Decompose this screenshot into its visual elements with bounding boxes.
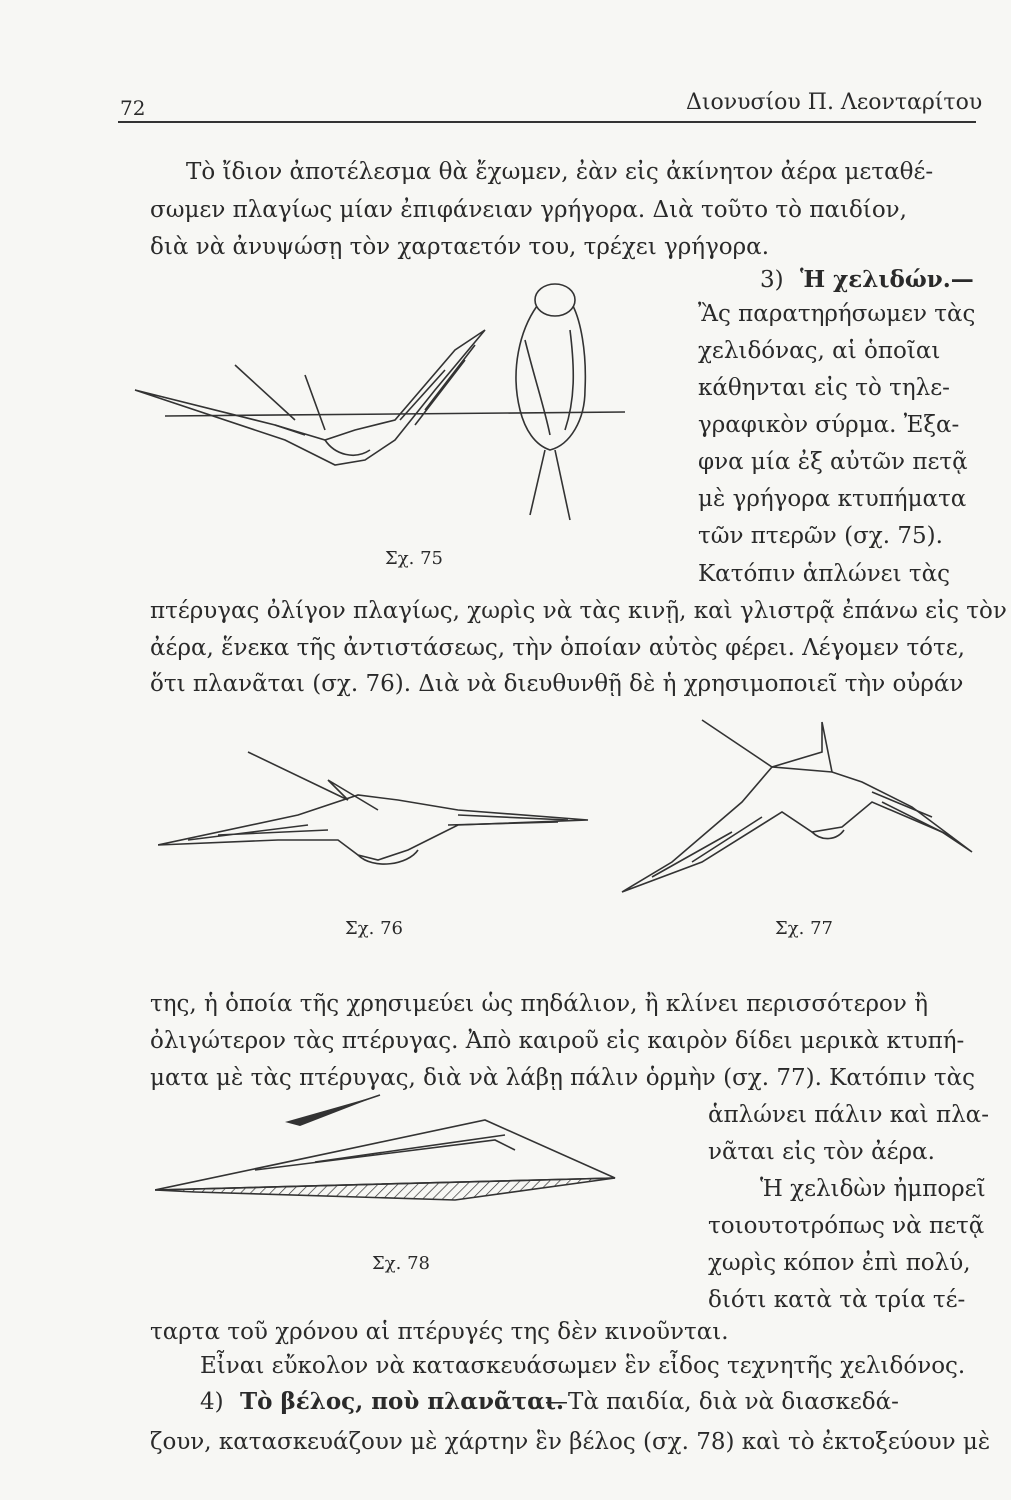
- swallows-on-wire-figure: [125, 270, 665, 550]
- section-number: 4): [200, 1389, 224, 1415]
- text-line: κάθηνται εἰς τὸ τηλε-: [698, 375, 950, 401]
- flapping-swallow-figure: [612, 712, 982, 900]
- text-line: ὅτι πλανᾶται (σχ. 76). Διὰ νὰ διευθυνθῇ δὲ ἡ χρησιμοποιεῖ τὴν οὐράν: [150, 671, 964, 697]
- section-title: Τὸ βέλος, ποὺ πλανᾶται.: [240, 1388, 564, 1415]
- figure-caption: Σχ. 76: [345, 918, 403, 939]
- text-line: —Τὰ παιδία, διὰ νὰ διασκεδά-: [545, 1389, 899, 1415]
- text-line: Ἂς παρατηρήσωμεν τὰς: [698, 301, 976, 327]
- figure-caption: Σχ. 78: [372, 1253, 430, 1274]
- section-number: 3): [760, 267, 784, 293]
- text-line: Εἶναι εὔκολον νὰ κατασκευάσωμεν ἓν εἶδος τεχνητῆς χελιδόνος.: [200, 1353, 966, 1379]
- text-line: ματα μὲ τὰς πτέρυγας, διὰ νὰ λάβῃ πάλιν ὁρμὴν (σχ. 77). Κατόπιν τὰς: [150, 1065, 976, 1091]
- text-line: σωμεν πλαγίως μίαν ἐπιφάνειαν γρήγορα. Διὰ τοῦτο τὸ παιδίον,: [150, 197, 907, 223]
- figure-caption: Σχ. 77: [775, 918, 833, 939]
- text-line: χελιδόνας, αἱ ὁποῖαι: [698, 338, 941, 364]
- text-line: διότι κατὰ τὰ τρία τέ-: [708, 1287, 966, 1313]
- gliding-swallow-figure: [158, 740, 598, 900]
- paper-arrow-figure: [155, 1090, 630, 1225]
- text-line: γραφικὸν σύρμα. Ἐξα-: [698, 412, 960, 438]
- text-line: φνα μία ἐξ αὐτῶν πετᾷ: [698, 449, 968, 475]
- figure-caption: Σχ. 75: [385, 548, 443, 569]
- text-line: ἁπλώνει πάλιν καὶ πλα-: [708, 1102, 989, 1128]
- text-line: Ἡ χελιδὼν ἠμπορεῖ: [760, 1176, 986, 1202]
- header-rule: [118, 121, 976, 123]
- page-number: 72: [120, 96, 146, 120]
- text-line: ταρτα τοῦ χρόνου αἱ πτέρυγές της δὲν κινοῦνται.: [150, 1319, 729, 1345]
- text-line: Κατόπιν ἁπλώνει τὰς: [698, 561, 951, 587]
- text-line: της, ἡ ὁποία τῆς χρησιμεύει ὡς πηδάλιον, ἢ κλίνει περισσότερον ἢ: [150, 991, 928, 1017]
- text-line: χωρὶς κόπον ἐπὶ πολύ,: [708, 1250, 971, 1276]
- text-line: διὰ νὰ ἀνυψώσῃ τὸν χαρταετόν του, τρέχει γρήγορα.: [150, 234, 770, 260]
- text-line: Τὸ ἴδιον ἀποτέλεσμα θὰ ἔχωμεν, ἐὰν εἰς ἀκίνητον ἀέρα μεταθέ-: [186, 159, 934, 185]
- text-line: τοιουτοτρόπως νὰ πετᾷ: [708, 1213, 985, 1239]
- text-line: τῶν πτερῶν (σχ. 75).: [698, 523, 943, 549]
- running-title: Διονυσίου Π. Λεονταρίτου: [686, 90, 983, 115]
- text-line: νᾶται εἰς τὸν ἀέρα.: [708, 1139, 935, 1165]
- section-title: Ἡ χελιδών.—: [800, 266, 974, 293]
- text-line: ἀέρα, ἕνεκα τῆς ἀντιστάσεως, τὴν ὁποίαν αὐτὸς φέρει. Λέγομεν τότε,: [150, 635, 965, 661]
- text-line: ὀλιγώτερον τὰς πτέρυγας. Ἀπὸ καιροῦ εἰς καιρὸν δίδει μερικὰ κτυπή-: [150, 1028, 965, 1054]
- text-line: πτέρυγας ὀλίγον πλαγίως, χωρὶς νὰ τὰς κινῇ, καὶ γλιστρᾷ ἐπάνω εἰς τὸν: [150, 598, 1007, 624]
- text-line: μὲ γρήγορα κτυπήματα: [698, 486, 967, 512]
- text-line: ζουν, κατασκευάζουν μὲ χάρτην ἓν βέλος (σχ. 78) καὶ τὸ ἐκτοξεύουν μὲ: [150, 1429, 991, 1455]
